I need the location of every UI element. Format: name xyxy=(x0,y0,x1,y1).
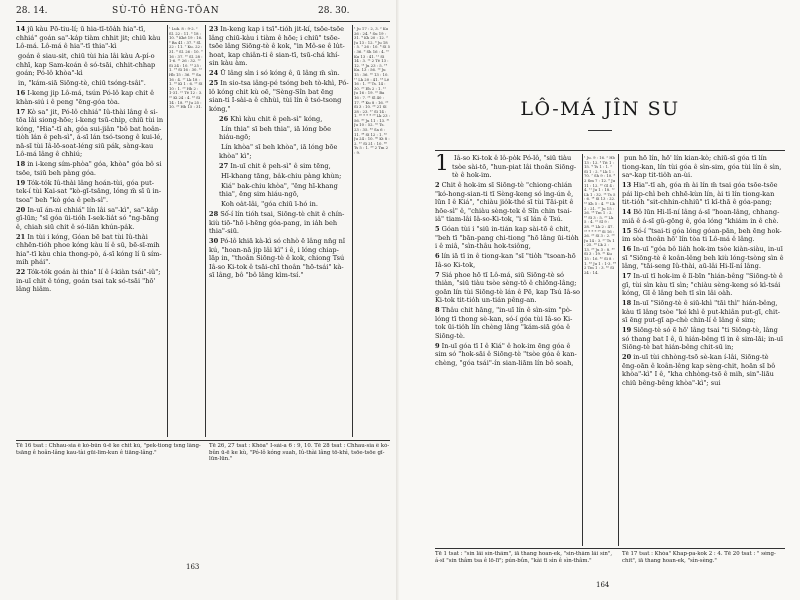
verse-text: Koh oa̍t-lâi, "góa chiū ī-hó in. xyxy=(221,200,318,208)
verse xyxy=(209,79,349,113)
verse-number: 14 xyxy=(16,25,26,33)
verse xyxy=(209,143,349,160)
verse xyxy=(622,227,785,244)
verse xyxy=(622,326,785,352)
verse xyxy=(622,208,785,225)
verse-number: 23 xyxy=(209,25,219,33)
verse xyxy=(435,271,580,305)
verse xyxy=(435,306,580,340)
verse-text: In-uī tī hok-im ê lī-bīn "hián-bêng "Siōng-tè ê gī, tùi sìn kàu tī sìn; "chiàu sèng-keng só kì-tsái kóng, Gī ê lâng beh tī sìn lâi oa̍h. xyxy=(622,272,783,297)
verse-text: in, "kám-siā Siōng-tè, chiū tsóng-tsâi". xyxy=(18,79,146,87)
verse xyxy=(16,52,165,78)
verse xyxy=(16,25,165,51)
verse-number: 15 xyxy=(622,226,632,235)
verse-number: 2 xyxy=(435,181,440,189)
verse xyxy=(209,172,349,181)
title-rule xyxy=(588,130,612,131)
verse-number: 20 xyxy=(622,353,632,361)
left-footnote-rule xyxy=(16,440,390,441)
verse xyxy=(16,160,165,177)
verse xyxy=(16,268,165,294)
verse-number: 5 xyxy=(435,225,440,233)
left-text-column-1 xyxy=(16,25,165,437)
chapter-number: 1 xyxy=(435,154,449,176)
verse-number: 19 xyxy=(622,326,632,334)
verse-number: 20 xyxy=(16,205,26,214)
verse xyxy=(209,115,349,124)
verse xyxy=(435,225,580,251)
verse xyxy=(435,154,580,180)
verse xyxy=(16,233,165,267)
verse-text: I-keng jip Lô-má, tsún Pó-lô kap chit ê khàn-siú i ê peng "ēng-góa tòa. xyxy=(16,89,155,106)
verse xyxy=(209,182,349,199)
verse-text: goán ê siau-sit, chiū tùi hia lâi kàu A-pí-o chhī, kap Sam-koán ê só-tsāi, chhit-chhap goán; Pó-lô khòa"-kì xyxy=(16,52,156,77)
verse-text: Hia"-tī ah, góa m̄ ài lín m̄ tsai góa tsōe-tsōe pái lip-chì beh chhē-kùn lín, ài ti lín tiong-kan tit-tio̍h "sit-chhin-chhiū" tī kî-thā ê góa-pang; xyxy=(622,181,778,206)
verse xyxy=(16,108,165,159)
left-footnote-2: Tē 26, 27 tsat : Khòa" I-sài-a 6 : 9, 10. Tē 28 tsat : Chhau-sia ê kó-bûn ū-ē ke kù, "Pó-lô kóng suah, Iû-thài lâng tō-khì, tsōe-tsōe gī-lūn-lūn." xyxy=(209,443,390,463)
verse-text: In-uī góa tī I ê Kiá" ê hok-im ēng góa ê sim só "hok-sāi ê Siōng-tè "tsòe góa ê kan-chèng, "góa tsái"-ín sian-liām lín bô soah, xyxy=(435,341,577,367)
left-column-divider-1 xyxy=(167,25,168,437)
verse-number: 16 xyxy=(622,245,632,253)
verse-text: lín iā tī in ê tiong-kan "sī "tio̍h "tsoan-hō Iâ-so Ki-tok, xyxy=(435,252,576,269)
verse-text: pun hō lín, hō' lín kian-kò; chiū-sī góa tī lín tiong-kan, lín tùi góa ê sìn-sim, góa tùi lín ê sìn, saⁿ-kap tit-tio̍h an-ùi. xyxy=(622,154,782,179)
verse-text: Góan tùi i "siū in-tián kap sài-tō ê chit, "beh tī "bān-pang chi-tiong "hō lâng ūi-tio̍h i ê miâ, "sìn-thâu hok-tsiông, xyxy=(435,225,579,250)
verse-text: Pó-lô khiā kà-kì só chhò ē lâng nn̄g nî kú, "hoan-nā jip lâi kì" i ê, i lóng chiap-lāp in, "thoân Siōng-tè ê kok, chiong Tsú Iâ-so Ki-tok ê tsāi-chī thoân "hō-tsái" kà-sī lâng, bô "bô lâng kìm-tsí." xyxy=(209,237,345,279)
right-footnote-2: Tē 17 tsat : Khòa" Khap-pa-kok 2 : 4. Tē 20 tsat : " sèng-chit", iā thang hoan-ek, "sìn-sèng." xyxy=(622,551,776,564)
verse xyxy=(16,79,165,88)
verse xyxy=(209,237,349,280)
left-running-header xyxy=(0,6,400,20)
right-column-divider-2 xyxy=(618,154,619,546)
verse-text: In-uī "Siōng-tè ê siū-khì "tāi thì" hián-bêng, kàu tī lâng tsòe "ké khì ê put-khiân put-gī, chit-sī ēng put-gī ap-chè chin-lí ê lâng ê sim; xyxy=(622,299,780,324)
verse xyxy=(622,353,785,387)
verse-text: Iâ-so Ki-tok ê lô-po̍k Pó-lô, "siū tiàu tsòe sài-tō, "hun-piat lâi thoân Siōng-tè ê hok-im. xyxy=(452,154,577,179)
left-cross-references-1: ¹ Luk. 8 : 9-2. ² Sl. 22 : 11. ³ 18 : 10. ⁴ Khé 19 : 16. ⁵ Ba 41 : 37. ⁶ Sl. 22 : 11. ⁷ Ku. 22 : 31. ⁸ Sl. 26 : 10. ⁹ 16 : 37. ¹⁰ Sl. 28 : 1-6. ¹¹ 26 : 32. ¹² Sī 24 : 10. ¹³ 25 : 1. ¹⁴ Sī 16 : 30. ¹⁵ Hb 15 : 36. ¹⁶ Sa 16 : 4. ¹⁷ Lk 18 : 1. ¹⁸ Kì 1 : 6. ¹⁹ Sī 10 : 1. ²⁰ Hb 2 : 1-31. ²¹ Tē 12 : 3. ²² Kì 24 : 4. ²³ Sī 14 : 18. ²⁴ Ju 25 : 10. ²⁵ Hb 15 : 31. xyxy=(169,27,203,110)
verse-text: In-keng kap i tsī"-tióh jit-kí, tsōe-tsōe lâng chiū-kàu i tiàm ê hōe; i chiū" tsōe-tsōe lâng Siōng-tè ê kok, "in Mô-se ê lu̍t-hoat, kap chiân-ti ê sian-tī, tsū-chá khí-sin kàu àm. xyxy=(209,25,345,67)
right-text-column-1 xyxy=(435,154,580,546)
left-footnote-1: Tē 16 tsat : Chhau-sia ê kó-bûn ū-ē ke chit kù, "pek-tiong tsng lâng-tsāng ê hoân-lâng kau-tài gūi-lim-kun ê tiāng-lâng." xyxy=(16,443,201,456)
verse xyxy=(209,162,349,171)
verse-text: Siá phoe hō tī Lô-má, siū Siōng-tè só thiàn, "siū tiàu tsòe sèng-tô ê chiōng-lâng; goān lín tùi Siōng-tè lán ê Pē, kap Tsú Iâ-so Ki-tok tit-tio̍h un-tián pêng-an. xyxy=(435,270,580,304)
verse-number: 28 xyxy=(209,210,219,218)
verse-number: 22 xyxy=(16,268,26,276)
verse-number: 14 xyxy=(622,208,632,216)
right-top-rule xyxy=(435,150,785,151)
verse-text: In sio-tsa iâng-pé tsóng beh tò-khì, Pó-lô kóng chit kù oē, "Sèng-Sîn bat ēng sian-ti I-sài-a ê chhùi, tùi lín ê tsó-tsong kóng," xyxy=(209,79,349,113)
verse-text: Lín thia" sī beh thia", iā lóng bōe hiáu-ngō; xyxy=(219,124,331,141)
verse xyxy=(16,206,165,232)
left-text-column-2 xyxy=(209,25,349,437)
verse-number: 6 xyxy=(435,252,440,260)
right-column-divider-1 xyxy=(582,154,583,546)
verse-text: In-uī án-ni chhiá" lín lâi sa"-kì", sa"-ka̍p gī-lūn; "sī góa ūi-tióh I-sek-lia̍t só "ng-bāng ê, chiah siū chit ê só-liān khún-pa̍k. xyxy=(16,205,159,231)
verse-number: 16 xyxy=(16,89,26,97)
verse-text: Bô lūn Hi-lî-ní lâng á-sī "hoan-lâng, chhang-miâ ê á-sī gû-gōng ê, góa lóng "khiám in ê chè. xyxy=(622,208,780,225)
verse xyxy=(435,181,580,224)
left-header-rule xyxy=(16,21,390,22)
verse-number: 7 xyxy=(435,270,440,279)
verse xyxy=(435,252,580,269)
verse-text: Số-í lín tióh tsai, Siōng-tè chit ê chín-kiù tiō-"hō i-hēng góa-pang, in ia̍h beh thia"-siū. xyxy=(209,210,345,235)
left-page-number: 163 xyxy=(186,563,200,571)
verse xyxy=(622,154,785,180)
verse-text: Chit ê hok-im sī Siōng-tè "chiong-chián "kó-hong-sian-ti tī Sèng-keng só ìng-ún ê, lūn I ê Kiá", "chiàu jio̍k-thé sī tùi Tāi-pit ê hōe-sì" ê, "chiàu sèng-tek ê Sîn chin tsai-iâ" tiam-lâi Iâ-so-Ki-tok, "i sī lán ê Tsú. xyxy=(435,181,574,223)
right-cross-references-1: ¹ Ju. 9 : 16. ² Hb 13 : 12. ³ Tit 1 : 15. ⁴ Ts 1 : 1. ⁵ Sī 1 : 2. ⁶ Lk 1 : 70. ⁷ Sh 9 : 10. ⁸ 2 Sm 7 : 12. ⁹ Ju 11 : 12. ¹⁰ Gl 4 : 4. ¹¹ Ju 1 : 18. ¹² Lk 1 : 32. ¹³ Ts 5 : 6. ¹⁴ Sī 13 : 22. ¹⁵ Kh 5 : 4. ¹⁶ Lk 2 : 21. ¹⁷ Ju 15 : 26. ¹⁸ Tm 1 : 2. ¹⁹ Sī 3 : 5. ²⁰ Lk 5 : 4. ²¹ Sl 9 : 28. ²² Lk 2 : 47. ²³ * * * ²⁴ Sī 16 : 26. ²⁵ Sī 3 : 2. ²⁶ Ju 14 : 3. ²⁷ Ts 1 : 25. ²⁸ Lk 2 : 13. ²⁹ Ju 3 : 8. ³⁰ Sī 3 : 19. ³¹ Ku 15 : 16. ³² Sī 8 : 1. ³³ Ju 1 : 1-3. ³⁴ 2 Tm 1 : 3. ³⁵ Sī 24 : 14. xyxy=(584,156,616,275)
verse-number: 17 xyxy=(16,107,26,116)
verse-number: 17 xyxy=(622,272,632,280)
verse-number: 13 xyxy=(622,181,632,189)
right-page-number: 164 xyxy=(596,581,610,589)
verse-text: Lín khòa" sī beh khòa", iā lóng bōe khòa" kì"; xyxy=(219,143,338,160)
verse-text: in-uī tùi chhòng-tsō sè-kan í-lâi, Siōng-tè ēng-oān ê koân-lêng kap sèng-chit, hoān sī bô khòa"-kì" I ê, "kha chhòng-tsō ê mih, sin"-liāu chiū bêng-bêng khòa"-kì"; sui xyxy=(622,353,776,387)
right-text-column-2 xyxy=(622,154,785,546)
verse-number: 18 xyxy=(16,160,26,168)
verse-number: 27 xyxy=(219,161,229,170)
book-title: LÔ-MÁ JÎN SU xyxy=(520,98,680,120)
verse-number: 19 xyxy=(16,178,26,187)
verse-text: in i-keng sím-phòa" góa, khòa" góa bô si tsōe, tsiū beh pàng góa. xyxy=(16,160,162,177)
verse xyxy=(16,179,165,205)
left-cross-references-2: ¹ Ju 17 : 2, 3. ² Ku 26 : 24. ³ Su 19 : 31. ⁴ Kh 20 : 12. ⁵ Ju 13 : 12. ⁶ Ju 18 : 5. ⁷ 26 : 10. ⁸ Sī 5 : 36. ⁹ Sh 16 : 4. ¹⁰ Ku 13 : 41. ¹¹ Sī 14 : 3. ¹² 2 Tē 13 : 12. ¹³ Ju 23 : 5. ¹⁴ Ku. 13 : 56. ¹⁵ Ju 15 : 36. ¹⁶ 13 : 10. ¹⁷ Lk 20 : 41. ¹⁸ Lē 16 : 1. ¹⁹ Ts. 14 : 30. ²⁰ Eh 2 : 1. ²¹ Ju 16 : 19. ²² Ba 16 : 7. ²³ Sl 40 : 17. ²⁴ Ku 8 : 16. ²⁵ Sī 3 : 10. ²⁶ 21 Sī 28 : 23. ²⁷ Sī 14 : 1. ²⁸ * * * ²⁹ Lk 23 : 56. ³⁰ Ju 11 : 13. ³¹ Ju 10 : 52. ³² Ts. 23 : 35. ³³ Sa 6 : 11. ³⁴ Sī 12 : 1. ³⁵ Ju 24 : 10. ³⁶ Kt 8 : 2. ³⁷ Sī 21 : 10. ³⁸ Ts 5 : 1. ³⁹ 2 Tm 2 : 9. xyxy=(354,27,390,156)
left-header-center: SÙ-TÔ HĒNG-TŌAN xyxy=(112,6,220,16)
verse-text: Kò sa" jit, Pó-lô chhiá" Iû-thài lâng ê si-tōa lâi siong-hōe; i-keng tsū-chip, chiū tùi in kóng, "Hia"-tī ah, góa sui-jiân "bô bat hoân-tiòh lán ê peh-sì", á-sī lán tsó-tsong ê kui-lé, nā-sī tùi Iâ-lō-soat-léng siū pák, sàng-kau Lô-má lâng ê chhiú; xyxy=(16,107,164,158)
verse-text: In-uī chit ê peh-sì" ê sim tēng, xyxy=(230,161,331,170)
verse-text: jū kàu Pō-tiu-lí; ū hia-tī-tōa̍h hia"-tī, chhiá" goán sa"-ka̍p tiàm chhit jit; chiū kàu Lô-má. Lô-má ê hia"-tī thia"-kì xyxy=(16,25,161,50)
left-column-divider-3 xyxy=(352,25,353,437)
verse-number: 30 xyxy=(209,237,219,245)
right-footnote-1: Tē 1 tsat : "sin lâi sìn-thâm", iā thang hoan-ek, "sin-thâm lâi sìn", á-sī "sin thâm tsa ê lō-lī"; pún-bûn, "kài tī sìn ê sìn-thâm." xyxy=(435,551,613,564)
verse xyxy=(622,245,785,271)
left-header-right: 28. 30. xyxy=(318,6,350,16)
verse-text: Hī-khang tāng, ba̍k-chiu pàng khùn; xyxy=(221,171,342,180)
right-page xyxy=(400,0,800,600)
verse-text: Thâu chit hāng, "in-uī lín ê sìn-sim "pò-lóng tī thong sè-kan, só-í góa tùi Iâ-so Ki-tok ūi-tio̍h lín chèng lâng "kám-siā góa ê Siōng-tè. xyxy=(435,306,573,340)
verse-text: Kiá" bak-chiu khòa", "ēng hī-khang thia", ēng sim hiáu-ngō, xyxy=(219,181,338,198)
verse xyxy=(622,299,785,325)
verse xyxy=(435,342,580,368)
verse-text: Khì kàu chit ê peh-sì" kóng, xyxy=(230,114,323,123)
verse-number: 21 xyxy=(16,232,26,241)
right-footnote-rule xyxy=(435,548,785,549)
verse-number: 18 xyxy=(622,299,632,307)
verse xyxy=(16,89,165,106)
left-column-divider-2 xyxy=(205,25,206,437)
verse xyxy=(622,272,785,298)
verse-text: In-uī "góa bô liáh hok-im tsòe kiàn-siàu, in-uī sī "Siōng-tè ê koân-lêng beh kiù lóng-tsòng sìn ê lâng, "tāi-seng Iû-thài, aū-lâi Hi-lî-ní lâng. xyxy=(622,245,784,270)
verse-text: Siōng-tè só ē hō' lâng tsai "ti Siōng-tè, lâng só thang bat I ê, ū hián-bêng tī in ê sim-lāi; in-uī Siōng-tè bat hián-bêng chit-sū in; xyxy=(622,326,784,351)
verse-text: Só-í "tsai-ti góa lóng góan-pān, beh ēng hok-im sòa thoân hō' lín tòa ti Lô-má ê lâng. xyxy=(622,226,782,243)
verse-text: Tók-tók goán ài thia" lí ê í-kiàn tsái"-iû"; in-uī chit ê tóng, goán tsai tak só-tsāi "hō' lâng hiâm. xyxy=(16,268,161,293)
verse-text: Tók-tók Iû-thài lâng hoán-tùi, góa put-tek-í tùi Kai-sat "kò-gī-tsāng, lóng m̄ sī ū in-tsoa" beh "kò góa ê peh-sì". xyxy=(16,178,162,204)
verse xyxy=(209,25,349,68)
verse-number: 24 xyxy=(209,69,219,77)
left-header-left: 28. 14. xyxy=(16,6,48,16)
verse-text: Ū lâng sìn i só kóng ê, ū lâng m̄ sìn. xyxy=(220,69,340,77)
verse-number: 8 xyxy=(435,306,440,314)
verse-text: In tùi i kóng, Góan bē bat tùi Iû-thài chhēn-tióh phoe kóng kàu lí ê sū, bē-sī-mih hia"-tī kàu chia thong-pò, á-sī kóng lí ū sím-mih phái". xyxy=(16,232,162,266)
verse-number: 25 xyxy=(209,79,219,87)
verse xyxy=(209,210,349,236)
verse xyxy=(209,125,349,142)
verse xyxy=(209,200,349,209)
verse xyxy=(622,181,785,207)
verse xyxy=(209,69,349,78)
verse-number: 9 xyxy=(435,341,440,350)
verse-number: 26 xyxy=(219,114,229,123)
